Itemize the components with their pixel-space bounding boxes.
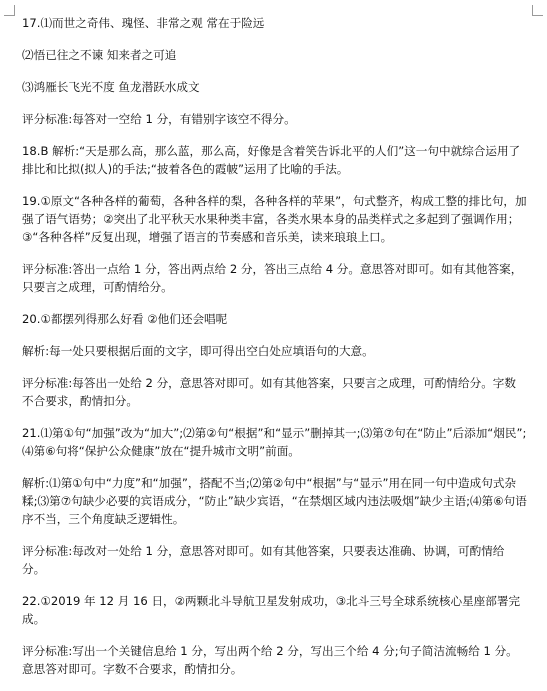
paragraph-q17-1: 17.⑴而世之奇伟、瑰怪、非常之观 常在于险远	[22, 16, 265, 30]
paragraph-q19: 19.①原文“各种各样的葡萄，各种各样的梨，各种各样的苹果”，句式整齐，构成工整的排比句，加强了语气语势；②突出了北平秋天水果种类丰富，各类水果本身的品类样式之多起到了强调作用；③“各种各样”反复出现，增强了语言的节奏感和音乐美，读来琅琅上口。	[22, 194, 527, 244]
paragraph-q18: 18.B 解析:“天是那么高，那么蓝，那么高，好像是含着笑告诉北平的人们”这一句中就综合运用了排比和比拟(拟人)的手法;“披着各色的霞帔”运用了比喻的手法。	[22, 144, 521, 176]
page-corner-mark-left	[4, 5, 15, 16]
paragraph-q20-analysis: 解析:每一处只要根据后面的文字，即可得出空白处应填语句的大意。	[22, 344, 374, 358]
paragraph-q20: 20.①都摆列得那么好看 ②他们还会唱呢	[22, 312, 228, 326]
page-corner-mark-right	[532, 5, 543, 16]
paragraph-q22: 22.①2019 年 12 月 16 日，②两颗北斗导航卫星发射成功，③北斗三号全球系统核心星座部署完成。	[22, 594, 521, 626]
paragraph-q17-2: ⑵悟已往之不谏 知来者之可追	[22, 48, 177, 62]
paragraph-q22-scoring: 评分标准:写出一个关键信息给 1 分，写出两个给 2 分，写出三个给 4 分;句子简洁流畅给 1 分。意思答对即可。字数不合要求，酌情扣分。	[22, 644, 518, 676]
paragraph-q21-analysis: 解析:⑴第①句中“力度”和“加强”，搭配不当;⑵第②句中“根据”与“显示”用在同一句中造成句式杂糅;⑶第⑦句缺少必要的宾语成分，“防止”缺少宾语，“在禁烟区域内违法吸烟”缺少主语;⑷第⑥句语序不当，三个角度缺乏逻辑性。	[22, 476, 527, 526]
paragraph-q21: 21.⑴第①句“加强”改为“加大”;⑵第②句“根据”和“显示”删掉其一;⑶第⑦句在“防止”后添加“烟民”;⑷第⑥句将“保护公众健康”放在“提升城市文明”前面。	[22, 426, 527, 458]
paragraph-q17-3: ⑶鸿雁长飞光不度 鱼龙潜跃水成文	[22, 80, 200, 94]
paragraph-q19-scoring: 评分标准:答出一点给 1 分，答出两点给 2 分，答出三点给 4 分。意思答对即可。如有其他答案，只要言之成理，可酌情给分。	[22, 262, 523, 294]
paragraph-q21-scoring: 评分标准:每改对一处给 1 分，意思答对即可。如有其他答案，只要表达准确、协调，可酌情给分。	[22, 544, 505, 576]
document-body	[22, 14, 527, 691]
paragraph-q20-scoring: 评分标准:每答出一处给 2 分，意思答对即可。如有其他答案，只要言之成理，可酌情给分。字数不合要求，酌情扣分。	[22, 376, 516, 408]
paragraph-q17-scoring: 评分标准:每答对一空给 1 分，有错别字该空不得分。	[22, 112, 296, 126]
